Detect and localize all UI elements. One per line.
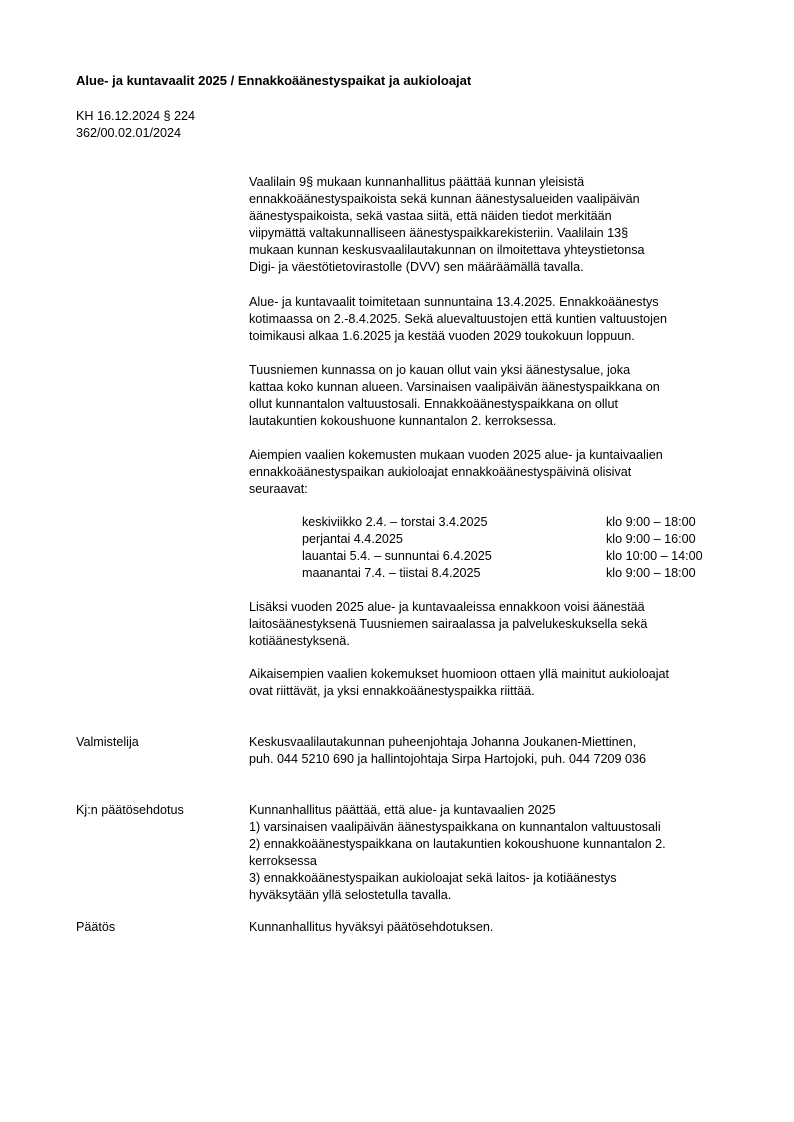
text-line: Keskusvaalilautakunnan puheenjohtaja Johanna Joukanen-Miettinen, — [249, 735, 637, 749]
text-line: Digi- ja väestötietovirastolle (DVV) sen määräämällä tavalla. — [249, 260, 584, 274]
record-number: 362/00.02.01/2024 — [76, 126, 182, 140]
paatos-text — [249, 919, 739, 936]
schedule-time: klo 9:00 – 18:00 — [606, 566, 696, 580]
text-line: äänestyspaikoista, sekä vastaa siitä, että näiden tiedot merkitään — [249, 209, 612, 223]
paatos-label: Päätös — [76, 920, 116, 934]
text-line: Tuusniemen kunnassa on jo kauan ollut vain yksi äänestysalue, joka — [249, 363, 631, 377]
meeting-reference: KH 16.12.2024 § 224 — [76, 109, 196, 123]
text-line: 1) varsinaisen vaalipäivän äänestyspaikkana on kunnantalon valtuustosali — [249, 820, 661, 834]
schedule-row — [302, 514, 742, 531]
text-line: 2) ennakkoäänestyspaikkana on lautakuntien kokoushuone kunnantalon 2. — [249, 837, 666, 851]
text-line: puh. 044 5210 690 ja hallintojohtaja Sirpa Hartojoki, puh. 044 7209 036 — [249, 752, 647, 766]
schedule-days: keskiviikko 2.4. – torstai 3.4.2025 — [302, 515, 488, 529]
schedule-days: perjantai 4.4.2025 — [302, 532, 403, 546]
schedule-row — [302, 531, 742, 548]
text-line: Aiempien vaalien kokemusten mukaan vuoden 2025 alue- ja kuntaivaalien — [249, 448, 663, 462]
text-line: mukaan kunnan keskusvaalilautakunnan on ilmoitettava yhteystietonsa — [249, 243, 645, 257]
text-line: Aikaisempien vaalien kokemukset huomioon ottaen yllä mainitut aukioloajat — [249, 667, 670, 681]
opening-hours-schedule — [302, 514, 742, 582]
text-line: ollut kunnantalon valtuustosali. Ennakkoäänestyspaikkana on ollut — [249, 397, 618, 411]
text-line: 3) ennakkoäänestyspaikan aukioloajat sekä laitos- ja kotiäänestys — [249, 871, 617, 885]
text-line: kotiäänestyksenä. — [249, 634, 350, 648]
text-line: laitosäänestyksenä Tuusniemen sairaalassa ja palvelukeskuksella sekä — [249, 617, 648, 631]
document-meta — [76, 108, 195, 142]
text-line: kattaa koko kunnan alueen. Varsinaisen vaalipäivän äänestyspaikkana on — [249, 380, 660, 394]
text-line: seuraavat: — [249, 482, 308, 496]
paatosehdotus-label: Kj:n päätösehdotus — [76, 803, 184, 817]
paragraph-laitosaanestys — [249, 599, 739, 650]
valmistelija-text — [249, 734, 739, 768]
text-line: ennakkoäänestyspaikoista sekä kunnan äänestysalueiden vaalipäivän — [249, 192, 640, 206]
text-line: kerroksessa — [249, 854, 317, 868]
valmistelija-label: Valmistelija — [76, 735, 139, 749]
schedule-row — [302, 565, 742, 582]
schedule-time: klo 10:00 – 14:00 — [606, 549, 703, 563]
schedule-time: klo 9:00 – 18:00 — [606, 515, 696, 529]
text-line: lautakuntien kokoushuone kunnantalon 2. kerroksessa. — [249, 414, 557, 428]
paragraph-vaalipaiva — [249, 294, 739, 345]
text-line: Alue- ja kuntavaalit toimitetaan sunnuntaina 13.4.2025. Ennakkoäänestys — [249, 295, 659, 309]
text-line: toimikausi alkaa 1.6.2025 ja kestää vuoden 2029 toukokuun loppuun. — [249, 329, 635, 343]
schedule-row — [302, 548, 742, 565]
text-line: viipymättä valtakunnalliseen äänestyspaikkarekisteriin. Vaalilain 13§ — [249, 226, 629, 240]
paragraph-aukioloajat-intro — [249, 447, 739, 498]
paragraph-aanestysalue — [249, 362, 739, 430]
paatosehdotus-text — [249, 802, 739, 904]
text-line: ovat riittävät, ja yksi ennakkoäänestyspaikka riittää. — [249, 684, 535, 698]
text-line: Vaalilain 9§ mukaan kunnanhallitus päättää kunnan yleisistä — [249, 175, 585, 189]
schedule-time: klo 9:00 – 16:00 — [606, 532, 696, 546]
paragraph-vaalilaki — [249, 174, 739, 276]
text-line: Kunnanhallitus hyväksyi päätösehdotuksen. — [249, 920, 494, 934]
text-line: Kunnanhallitus päättää, että alue- ja kuntavaalien 2025 — [249, 803, 556, 817]
paragraph-riittavyys — [249, 666, 739, 700]
document-title: Alue- ja kuntavaalit 2025 / Ennakkoäänestyspaikat ja aukioloajat — [76, 73, 472, 88]
text-line: kotimaassa on 2.-8.4.2025. Sekä aluevaltuustojen että kuntien valtuustojen — [249, 312, 667, 326]
schedule-days: maanantai 7.4. – tiistai 8.4.2025 — [302, 566, 481, 580]
schedule-days: lauantai 5.4. – sunnuntai 6.4.2025 — [302, 549, 492, 563]
text-line: ennakkoäänestyspaikan aukioloajat ennakkoäänestyspäivinä olisivat — [249, 465, 632, 479]
text-line: hyväksytään yllä selostetulla tavalla. — [249, 888, 452, 902]
text-line: Lisäksi vuoden 2025 alue- ja kuntavaaleissa ennakkoon voisi äänestää — [249, 600, 645, 614]
